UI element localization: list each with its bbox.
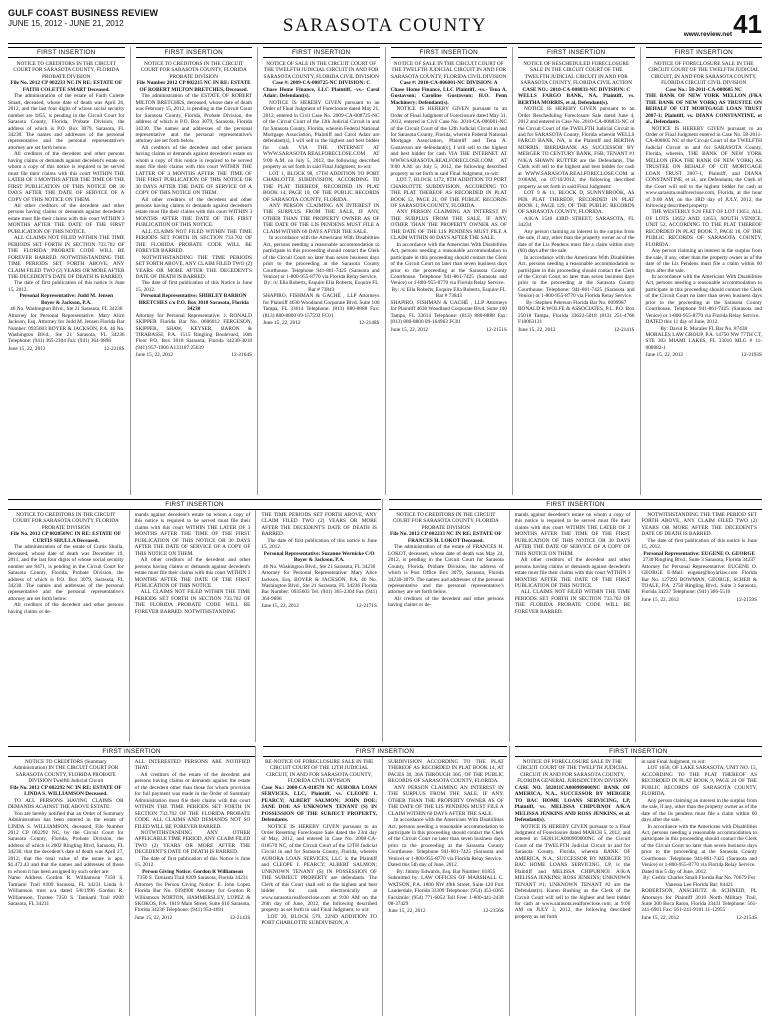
notice-paragraph: The date of first publication of this notice is June 15, 2012.	[8, 280, 125, 293]
notice-paragraph: Case No.: 58-2011-CA-008605 NC	[665, 86, 742, 93]
notice-paragraph: Personal Representative: EUGENE O. GEORGE	[643, 550, 755, 557]
notice-paragraph: LOT 20, BLOCK 579, 22ND ADDITION TO PORT CHARLOTTE SUBDIVISION, A	[261, 913, 378, 927]
notice-paragraph: SUBDIVISION ACCORDING TO THE PLAT THEREOF AS RECORDED IN PLAT BOOK 14, AT PAGES 30, 30A THROUGH 30G, OF THE PUBLIC RECORDS OF SARASOTA COUNTY, FLORIDA.	[388, 759, 504, 785]
notice-id: 12-2148S	[358, 320, 380, 327]
notice-paragraph: File Number 2012 CP 002215 NC IN RE: ESTATE OF ROBERT MILTON BRETCHES, Deceased.	[136, 80, 251, 93]
notice-body	[388, 759, 504, 907]
notice-body	[261, 759, 377, 927]
notice-paragraph: Any person claiming an interest in the surplus from the sale, if any, other than the property owner as of the date of the Lis Pendens must file a claim within sixty (60) days after the sale.	[518, 228, 635, 255]
notice-paragraph: SHAPIRO, FISHMAN & GACHÉ , LLP Attorneys for Plaintiff 4630 Woodland Corporate Blvd. Suite 100 Tampa, FL 33614 Telephone: (813) 880-8888 Fax: (813) 880-8800 09-157593 FC01	[263, 293, 380, 319]
notice-footer	[391, 327, 508, 333]
notice-paragraph: All creditors of the decedent and other persons having claims or demands against decedent's estate on whom a copy of this notice is required to be served must file their claims with this court WITHIN THE LATER OF 3 MONTHS AFTER THE TIME OF THE FIRST PUBLICATION OF THIS NOTICE OR 30 DAYS AFTER THE DATE OF SERVICE OF A COPY OF THIS NOTICE ON THEM.	[8, 151, 125, 203]
notice-paragraph: A/K/A 1540 43RD STREET, SARASOTA, FL 34234	[518, 215, 635, 229]
notice-paragraph: The administration of the estate of Faith Colette Smart, deceased, whose date of death was April 26, 2012, and the last four digits of whose social security number are 1855, is pending in the Circuit Court for Sarasota County, Florida, Probate Division, the address of which is P.O. Box 3079, Sarasota, FL 34230. The names and addresses of the personal representative and the personal representative's attorney are set forth below.	[8, 93, 125, 151]
legal-notice-column	[509, 499, 636, 742]
notice-body	[388, 512, 504, 609]
insertion-label: FIRST INSERTION	[389, 499, 762, 510]
notice-paragraph: Chase Home Finance, LLC Plaintiff, -vs.- Carol Adair; Defendant(s).	[263, 86, 380, 100]
insertion-label: FIRST INSERTION	[8, 47, 125, 58]
notice-body	[518, 61, 635, 326]
legal-notice-column	[8, 746, 129, 1016]
notice-paragraph: NOTICE IS HEREBY GIVEN pursuant to a Final Judgment of Foreclosure dated MARCH 5, 2012, and entered in 582011CA000909000NC of the Circuit Court of the TWELFTH Judicial Circuit in and for Sarasota County, Florida, wherein BANK OF AMERICA, N.A., SUCCESSOR BY MERGER TO BAC HOME LOANS SERVICING, LP, is the Plaintiff and MELISSA CHIPURNOI A/K/A MELISSA JENKINS; ROSS JENKINS; UNKNOWN TENANT #1; UNKNOWN TENANT #2 are the Defendant(s). Karen Rushing as the Clerk of the Circuit Court will sell to the highest and best bidder for cash at www.sarasota.realforeclose.com, at 9:00 AM on JULY 3, 2012, the following described property as set forth	[514, 823, 631, 920]
insertion-label: FIRST INSERTION	[136, 47, 253, 58]
notice-paragraph: ALL CLAIMS NOT FILED WITHIN THE TIME PERIODS SET FORTH IN SECTION 733.702 OF THE FLORIDA PROBATE CODE WILL BE FOREVER BARRED.	[135, 228, 252, 255]
notice-paragraph: By: Cedric Charles Small Florida Bar No. 70679 For Vanessa Lee Florida Bar: 84421	[643, 875, 756, 888]
legal-notice-column	[635, 499, 762, 742]
notice-paragraph: All other creditors of the decedent and other persons having claims or demands against decedent's estate must file their claims with this court WITHIN 3 MONTHS AFTER THE DATE OF THE FIRST PUBLICATION OF THIS NOTICE.	[134, 557, 251, 589]
notice-paragraph: Attorney for Personal Representative: Mary Alice Jackson, Esq. Attorney for Judd M. Jensen Florida Bar Number: 0935603 BOYER & JACKSON, P.A. 46 No. Washington Blvd., Ste 21 Sarasota, FL 34236 Telephone: (941) 365-2304 Fax: (941) 364-9896	[8, 312, 125, 345]
notice-paragraph: Case #: 2009-CA-008725-NC DIVISION: C	[272, 80, 371, 87]
notice-id: 12-2141S	[613, 326, 635, 333]
notice-paragraph: All creditors of the estate of the decedent and persons having claims or demands against the estate of the decedent other than those for whom provision for full payment was made in the Order of Summary Administration must file their claims with this court WITHIN THE TIME PERIODS SET FORTH IN SECTION 733.702 OF THE FLORIDA PROBATE CODE. ALL CLAIMS AND DEMANDS NOT SO FILED WILL BE FOREVER BARRED.	[134, 771, 251, 830]
notice-paragraph: NOTICE IS HEREBY GIVEN pursuant to an Order of Final Judgment of Foreclosure dated May 31, 2012, entered in Civil Case No. 2010-CA-006001-NC of the Circuit Court of the 12th Judicial Circuit in and for Sarasota County, Florida, wherein Federal National Mortgage Association, Plaintiff and Tena A. Gustavson are defendant(s), I will sell to the highest and best bidder for cash VIA THE INTERNET AT WWW.SARASOTA.REALFORECLOSE.COM AT 9:00 A.M. on July 5, 2012, the following described property as set forth in said Final Judgment, to-wit:	[390, 106, 507, 177]
publication-dates: June 15, 22, 2012	[261, 603, 299, 610]
publication-dates: June 15, 22, 2012	[134, 914, 173, 921]
notice-paragraph: mands against decedent's estate on whom a copy of this notice is required to be served must file their claims with this court WITHIN THE LATER OF 3 MONTHS AFTER THE TIME OF THE FIRST PUBLICATION OF THIS NOTICE OR 30 DAYS AFTER THE DATE OF SERVICE OF A COPY OF THIS NOTICE ON THEM.	[514, 512, 631, 557]
notice-paragraph: All other creditors of the decedent and other persons having claims or demands against decedent's estate must file their claims with this court WITHIN 3 MONTHS AFTER THE DATE OF THE FIRST PUBLICATION OF THIS NOTICE.	[514, 557, 631, 589]
legal-notice-column	[255, 499, 382, 742]
publication-dates: June 15, 22, 2012	[645, 352, 684, 359]
notice-paragraph: NOTWITHSTANDING THE TIME PERIODS SET FORTH ABOVE, ANY CLAIM FILED TWO (2) YEARS OR MORE AFTER THE DECEDENT'S DATE OF DEATH IS BARRED.	[135, 254, 252, 280]
legal-notice-column	[129, 746, 256, 1016]
notice-paragraph: In accordance with the Americans With Disabilities Act, persons needing a reasonable accommodation to participate in this proceeding should contact the Clerk of the Circuit Court no later than seven business days prior to the proceeding at the Sarasota County Courthouse. Telephone 941-861-7425 (Sarasota and Venice) or 1-800-955-8770 via Florida Relay Service.	[263, 235, 380, 280]
notice-paragraph: THE BANK OF NEW YORK MELLON (FKA THE BANK OF NEW YORK) AS TRUSTEE ON BEHALF OF CIT MORTGAGE LOAN TRUST 2007-1; Plaintiff, vs. DIANA CONSTANTINE, et al., Defendants.	[645, 93, 762, 126]
section-title: SARASOTA COUNTY	[282, 15, 488, 36]
notice-paragraph: THE WESTERLY 9.26 FEET OF LOT 13651, ALL OF LOTS 13652 AND 13653, SOUTH VENICE, UNIT 52, ACCORDING TO THE PLAT THEREOF RECORDED IN PLAT BOOK 7, PAGE 18, OF THE PUBLIC RECORDS OF SARASOTA COUNTY, FLORIDA.	[645, 209, 762, 248]
notice-body	[8, 759, 124, 907]
notice-paragraph: LOT 9 & 11, BLOCK D, SUNNYBROOK, AS PER PLAT THEREOF, RECORDED IN PLAT BOOK 1, PAGE 129, OF THE PUBLIC RECORDS OF SARASOTA COUNTY, FLORIDA.	[518, 190, 635, 216]
notice-footer	[135, 915, 251, 921]
notice-paragraph: 46 No. Washington Blvd., Ste 21 Sarasota, FL 34236	[10, 306, 123, 313]
notice-paragraph: The date of first publication of this notice is June 15, 2012.	[641, 537, 758, 551]
notice-paragraph: Submitted by: LAW OFFICES OF MARSHALL C. WATSON, P.A. 1800 NW 49th Street, Suite 120 Fort Lauderdale, Florida 33309 Telephone: (954) 453-0365 Facsimile: (954) 771-6052 Toll Free: 1-800-441-2438 08-37429	[388, 875, 504, 907]
notice-paragraph: ANY PERSON CLAIMING AN INTEREST IN THE SURPLUS FROM THE SALE, IF ANY, OTHER THAN THE PROPERTY OWNER AS OF THE DATE OF THE LIS PENDENS MUST FILE A CLAIM WITHIN 60 DAYS AFTER THE SALE.	[263, 202, 380, 235]
website-url[interactable]: www.review.net	[683, 31, 732, 38]
legal-notice-column	[8, 499, 129, 742]
legal-notice-column	[382, 746, 509, 1016]
notice-body	[391, 61, 508, 326]
notice-paragraph: You are hereby notified that an Order of Summary Administration has been entered in the estate of LINDA S. WILLIAMSON, deceased, File Number 2012 CP 002292 NC, by the Circuit Court for Sarasota County, Florida, Probate Division, the address of which is 2002 Ringling Blvd, Sarasota, FL 34236; that the decedent's date of death was April 27, 2012; that the total value of the estate is apx. $1,472.43 and that the names and addresses of those to whom it has been assigned by such order are:	[8, 810, 124, 875]
notice-paragraph: NOTICE OF FORECLOSURE SALE IN THE CIRCUIT COURT OF THE TWELFTH JUDICIAL CIRCUIT IN AND FOR SARASOTA COUNTY, FLORIDA GENERAL JURISDICTION DIVISION	[517, 759, 628, 785]
notice-footer	[263, 320, 380, 326]
notice-paragraph: All other creditors of the decedent and other persons having claims or demands against decedent's estate must file their claims with this court WITHIN 3 MONTHS AFTER THE DATE OF THE FIRST PUBLICATION OF THIS NOTICE.	[135, 196, 252, 229]
notice-paragraph: Any person claiming an interest in the surplus from the sale, if any, other than the property owner as of the date of the Lis Pendens must file a claim within 60 days after the sale.	[645, 248, 762, 274]
notice-body	[263, 61, 380, 319]
legal-notice-column	[509, 746, 636, 1016]
notice-paragraph: Case No.: 2008-CA-018570 NC AURORA LOAN SERVICES, LLC, Plaintiff, vs. CLEOPE I. PEARCY; ALBERT SALMON; JOHN DOE; JANE DOE AS UNKNOWN TENANT (S) IN POSSESSION OF THE SUBJECT PROPERTY, Defendants.	[261, 784, 378, 824]
notice-paragraph: RE-NOTICE OF FORECLOSURE SALE IN THE CIRCUIT COURT OF THE 12TH JUDICIAL CIRCUIT, IN AND FOR SARASOTA COUNTY, FLORIDA CIVIL DIVISION	[265, 759, 374, 785]
notice-paragraph: NOTICE TO CREDITORS IN THE CIRCUIT COURT FOR SARASOTA COUNTY, FLORIDA PROBATE DIVISION	[13, 61, 120, 80]
notice-paragraph: RONALD R WOLFE & ASSOCIATES, P.L. P.O. Box 25018 Tampa, Florida 33622-5018 (813) 251-4766 F10063131	[518, 306, 635, 326]
notice-paragraph: NOTICE OF FORECLOSURE SALE IN THE CIRCUIT COURT OF THE TWELFTH JUDICIAL CIRCUIT, IN AND FOR SARASOTA COUNTY, FLORIDA CIRCUIT CIVIL DIVISION	[648, 61, 760, 87]
notice-paragraph: NOTWITHSTANDING ANY OTHER APPLICABLE TIME PERIOD, ANY CLAIM FILED TWO (2) YEARS OR MORE AFTER THE DECEDENT'S DATE OF DEATH IS BARRED.	[134, 829, 251, 856]
legal-notice-column	[130, 47, 258, 495]
notice-paragraph: ALL INTERESTED PERSONS ARE NOTIFIED THAT:	[134, 759, 251, 772]
notice-paragraph: In accordance with the Americans with Disabilities Act, persons needing a reasonable accommodation to participate in this proceeding should contact the Clerk of the Circuit Court no later than seven business days prior to the proceeding at the Sarasota County Courthouse. Telephone 941-861-7425 (Sarasota and Venice) or 1-800-955-8770 via Florida Relay Service.	[641, 823, 758, 869]
notice-id: 12-2159S	[736, 596, 758, 603]
notice-paragraph: NOTICE OF SALE IN THE CIRCUIT COURT OF THE TWELFTH JUDICIAL CIRCUIT IN AND FOR SARASOTA COUNTY, FLORIDA CIVIL DIVISION	[263, 61, 379, 80]
notice-paragraph: Name Address Gordon R. Williamson 7350 S. Tamiami Trail #209 Sarasota, FL 34231 Linda S. Williamson trust n/a dated 5/8/1996 Gordon R. Williamson, Trustee 7350 S. Tamiami Trail #209 Sarasota, FL 34231	[8, 875, 124, 907]
notice-paragraph: File No. 2012 CP 002233 NC IN RE: ESTATE OF FAITH COLETTE SMART Deceased.	[10, 80, 123, 93]
publication-dates: June 15, 22, 2012	[518, 326, 556, 333]
newspaper-page	[8, 6, 762, 1018]
notice-paragraph: NOTICE IS HEREBY GIVEN pursuant to an Order or Final Judgment entered in Case No. 58-2011-CA-008605 NC of the Circuit Court of the TWELFTH Judicial Circuit in and for SARASOTA County, Florida, wherein, THE BANK OF NEW YORK MELLON (FKA THE BANK OF NEW YORK) AS TRUSTEE ON BEHALF OF CIT MORTGAGE LOAN TRUST 2007-1, Plaintiff, and DIANA CONSTANTINE, et al., are Defendants, the Clerk of the Court will sell to the highest bidder for cash at www.sarasota.realforeclose.com, Florida, at the hour of 9:00 AM, on the 3RD day of JULY, 2012, the following described property:	[645, 125, 762, 209]
notice-paragraph: WELLS FARGO BANK, NA, Plaintiff, vs. BERTHA MORRIS, et al, Defendant(s).	[518, 93, 635, 106]
notice-body	[136, 61, 253, 351]
insertion-label: FIRST INSERTION	[8, 499, 381, 510]
notice-paragraph: By: /s/ Ella Roberts, Esquire Ella Roberts, Esquire FL Bar # 73843	[264, 280, 379, 293]
legal-notice-column	[385, 47, 513, 495]
legal-notice-column	[640, 47, 763, 495]
notice-paragraph: Dated this 5th day of June, 2012.	[388, 862, 459, 869]
notice-footer	[8, 346, 125, 352]
notice-paragraph: The administration of the estate of FRANCES H. LOKOT, deceased, whose date of death was May 24, 2012, is pending in the Circuit Court for Sarasota County, Florida, Probate Division, the address of which is Post Office Box 3079, Sarasota, Florida 34230-3079. The names and addresses of the personal representative and the personal representative's attorney are set forth below.	[388, 544, 504, 596]
notice-body	[8, 61, 125, 345]
notice-paragraph: NOTICE TO CREDITORS (Summary Administration) IN THE CIRCUIT COURT FOR SARASOTA COUNTY, FLORIDA PROBATE DIVISION Twelfth Judicial Circuit	[13, 759, 119, 785]
masthead	[8, 6, 762, 44]
notice-id: 12-2218S	[103, 345, 125, 352]
notice-paragraph: By: Jimmy Edwards, Esq. Bar Number: 81855	[396, 868, 496, 875]
notice-paragraph: NOTICE IS HEREBY GIVEN pursuant to an Order Resetting Foreclosure Sale dated the 23rd day of May, 2012, and entered in Case No. 2008-CA-018570 NC, of the Circuit Court of the 12TH Judicial Circuit in and for Sarasota County, Florida, wherein AURORA LOAN SERVICES, LLC is the Plaintiff and CLEOPE I. PEARCY; ALBERT SALMON; UNKNOWN TENANT (S) IN POSSESSION OF THE SUBJECT PROPERTY are defendants. The Clerk of this Court shall sell to the highest and best bidder for cash electronically at www.sarasota.realforeclose.com at 9:00 AM on the 26th day of June, 2012, the following described property as set forth in said Final Judgment, to wit:	[261, 823, 378, 914]
publication-dates: June 15, 22, 2012	[641, 914, 679, 921]
notice-paragraph: Chase Home Finance, LLC Plaintiff, -vs.- Tena A. Gustavson; Caroline Gustavson; H.O. Penn Machinery; Defendant(s).	[390, 86, 507, 106]
notice-paragraph: mands against decedent's estate on whom a copy of this notice is required to be served must file their claims with this court WITHIN THE LATER OF 3 MONTHS AFTER THE TIME OF THE FIRST PUBLICATION OF THIS NOTICE OR 30 DAYS AFTER THE DATE OF SERVICE OF A COPY OF THIS NOTICE ON THEM.	[134, 512, 251, 557]
legal-notice-column	[382, 499, 509, 742]
notice-paragraph: Person Giving Notice: Gordon R Williamson	[142, 868, 243, 875]
notice-paragraph: In accordance with the Americans With Disabilities Act, persons needing a reasonable accommodation to participate in this proceeding should contact the Clerk of the Circuit Court no later than seven business days prior to the proceeding at the Sarasota County Courthouse. Telephone 941-861-7425 (Sarasota and Venice) or 1-800-955-8770 via Florida Relay Service.	[645, 273, 762, 319]
notice-footer	[388, 908, 504, 914]
notice-paragraph: Case #: 2010-CA-006001-NC DIVISION: A	[399, 80, 498, 87]
notice-paragraph: LOT 1, BLOCK 98, 17TH ADDITION TO PORT CHARLOTTE SUBDIVISION, ACCORDING TO THE PLAT THEREOF, RECORDED IN PLAT BOOK 14, PAGE 10, OF THE PUBLIC RECORDS OF SARASOTA COUNTY, FLORIDA.	[263, 170, 380, 203]
notice-paragraph: CASE NO.: 2010-CA-008833-NC DIVISION: C	[522, 86, 631, 93]
legal-notice-column	[8, 47, 130, 495]
notice-body	[641, 759, 757, 914]
notice-body	[135, 512, 251, 615]
notice-body	[515, 759, 631, 920]
notice-body	[8, 512, 124, 615]
issue-date-range: JUNE 15, 2012 - JUNE 21, 2012	[8, 19, 124, 28]
notice-paragraph: 7350 S. Tamiami Trail #209 Sarasota, Florida 34231	[136, 875, 249, 882]
notice-body	[261, 512, 377, 602]
notice-paragraph: NOTICE IS HEREBY GIVEN pursuant to an Order Rescheduling Foreclosure Sale dated June 4, 2012 and entered in Case No. 2010-CA-008833-NC of the Circuit Court of the TWELFTH Judicial Circuit in and for SARASOTA County, Florida wherein WELLS FARGO BANK, NA, is the Plaintiff and BERTHA MORRIS; IBERIABANK AS SUCCESSOR BY MERGER TO CENTURY BANK, FSB; TENANT #1 N/K/A SHAWN RUTTER are the Defendants, The Clerk will sell to the highest and best bidder for cash at WWW.SARASOTA.REALFORECLOSE.COM at 9:00AM, on 07/10/2012, the following described property as set forth in said Final Judgment:	[518, 106, 635, 190]
middle-notice-band	[8, 499, 762, 742]
notice-footer	[646, 352, 763, 358]
notice-id: 12-2143S	[229, 914, 251, 921]
notice-paragraph: NOTICE TO CREDITORS IN THE CIRCUIT COURT FOR SARASOTA COUNTY, FLORIDA PROBATE DIVISION	[140, 61, 247, 80]
notice-paragraph: ALL CLAIMS NOT FILED WITHIN THE TIME PERIODS SET FORTH IN SECTION 733.702 OF THE FLORIDA PROBATE CODE WILL BE FOREVER BARRED. NOTWITHSTANDING THE TIME PERIODS SET FORTH ABOVE, ANY CLAIM FILED TWO (2) YEARS OR MORE AFTER THE DECEDENT'S DATE OF DEATH IS BARRED.	[8, 235, 125, 280]
notice-paragraph: 46 No. Washington Blvd., Ste 21 Sarasota, FL 34236	[263, 563, 376, 570]
publication-dates: June 15, 22, 2012	[641, 596, 679, 603]
notice-paragraph: All creditors of the decedent and other persons having claims or de-	[388, 595, 504, 609]
notice-body	[641, 512, 757, 596]
notice-paragraph: CASE NO. 582011CA000909000NC BANK OF AMERICA, N.A., SUCCESSOR BY MERGER TO BAC HOME LOANS SERVICING, LP, Plaintiff, vs. MELISSA CHIPURNOI A/K/A MELISSA JENKINS AND ROSS JENKINS, et al. Defendant(s).	[514, 784, 631, 824]
notice-paragraph: ROBERTSON, ANSCHUTZ & SCHNEID, PL Attorneys for Plaintiff 3010 North Military Trail, Suite 300 Boca Raton, Florida 33431 Telephone: 561-241-6901 Fax: 561-241-9181 11-12955	[641, 888, 758, 914]
notice-paragraph: Attorney for Personal Representative: EUGENE O. GEORGE E-Mail: eugene@boyarlaw.com Florida Bar No. 127293 BOWMAN, GEORGE, SCHEB & TOALE, P.A. 2750 Ringling Blvd., Suite 3 Sarasota, Florida 34237 Telephone: (941) 366-5510	[641, 563, 758, 596]
notice-paragraph: SHAPIRO, FISHMAN & GACHÉ , LLP Attorneys for Plaintiff 4630 Woodland Corporate Blvd. Suite 100 Tampa, FL 33614 Telephone: (813) 880-8888 Fax: (813) 880-8800 09-164963 FC01	[390, 299, 507, 326]
notice-paragraph: The date of first publication of this notice is June 15, 2012.	[261, 537, 378, 551]
notice-paragraph: ANY PERSON CLAIMING AN INTEREST IN THE SURPLUS FROM THE SALE, IF ANY, OTHER THAN THE PROPERTY OWNER AS OF THE DATE OF THE LIS PENDENS MUST FILE A CLAIM WITHIN 60 DAYS AFTER THE SALE.	[388, 784, 504, 817]
notice-footer	[518, 327, 635, 333]
notice-paragraph: NOTICE OF RESCHEDULED FORECLOSURE SALE IN THE CIRCUIT COURT OF THE TWELFTH JUDICIAL CIRCUIT IN AND FOR SARASOTA COUNTY, FLORIDA CIVIL ACTION	[520, 61, 633, 87]
notice-paragraph: LOT 1658, OF LAKE SARASOTA, UNIT NO. 15, ACCORDING TO THE PLAT THEREOF AS RECORDED IN PLAT BOOK 9, PAGE 24 OF THE PUBLIC RECORDS OF SARASOTA COUNTY, FLORIDA.	[641, 765, 758, 798]
notice-paragraph: The administration of the ESTATE OF ROBERT MILTON BRETCHES, deceased, whose date of death was February 15, 2012, is pending in the Circuit Court for Sarasota County, Florida, Probate Division, the address of which is P.O. Box 3079, Sarasota, Florida 34230. The names and addresses of the personal representative and the personal representative's attorney are set forth below.	[135, 93, 252, 145]
notice-paragraph: in said Final Judgment, to wit:	[641, 759, 706, 765]
legal-notice-column	[255, 746, 382, 1016]
notice-paragraph: Personal Representative: Judd M. Jensen	[19, 293, 114, 300]
notice-paragraph: ALL CLAIMS NOT FILED WITHIN THE TIME PERIODS SET FORTH IN SECTION 733.702 OF THE FLORIDA PROBATE CODE WILL BE FOREVER BARRED.	[514, 589, 631, 615]
notice-paragraph: All other creditors of the decedent and other persons having claims or demands against decedent's estate must file their claims with this court WITHIN 3 MONTHS AFTER THE DATE OF THE FIRST PUBLICATION OF THIS NOTICE.	[8, 202, 125, 235]
notice-paragraph: Dated this 5 day of June, 2012.	[641, 868, 708, 875]
notice-id: 12-2171S	[356, 603, 378, 610]
notice-paragraph: NOTICE OF SALE IN THE CIRCUIT COURT OF THE TWELFTH JUDICIAL CIRCUIT IN AND FOR SARASOTA COUNTY, FLORIDA CIVIL DIVISION	[391, 61, 507, 80]
notice-paragraph: All creditors of the decedent and other persons having claims or de-	[8, 602, 124, 615]
insertion-label: FIRST INSERTION	[263, 47, 380, 58]
notice-body	[646, 61, 763, 351]
notice-id: 12-2193S	[741, 352, 762, 359]
notice-paragraph: DATED this 11 day of June, 2012.	[645, 319, 719, 326]
insertion-label: FIRST INSERTION	[8, 746, 255, 757]
notice-footer	[136, 352, 253, 358]
insertion-label: FIRST INSERTION	[391, 47, 508, 58]
notice-paragraph: TO ALL PERSONS HAVING CLAIMS OR DEMANDS AGAINST THE ABOVE ESTATE:	[8, 797, 124, 811]
notice-paragraph: Attorney for Personal Representative: Mary Alice Jackson, Esq. BOYER & JACKSON, P.A. 46 No. Washington Blvd., Ste 21 Sarasota, FL 34236 Florida Bar Number: 0935603 Tel. (941) 365-2304 Fax (941) 364-9896	[261, 570, 378, 602]
notice-paragraph: The date of first publication of this Notice is June 15, 2012.	[134, 855, 251, 869]
notice-paragraph: By: Stephen Peterson Florida Bar No. 0099987	[526, 299, 627, 306]
notice-id: 12-2151S	[486, 326, 507, 333]
publication-dates: June 15, 22, 2012	[263, 320, 301, 327]
publication-dates: June 15, 22, 2012	[8, 345, 46, 352]
notice-footer	[641, 915, 757, 921]
notice-paragraph: Any person claiming an interest in the surplus from the sale, if any, other than the property owner as of the date of the lis pendens must file a claim within 60 days after the sale.	[641, 797, 758, 824]
notice-paragraph: ALL CLAIMS NOT FILED WITHIN THE TIME PERIODS SET FORTH IN SECTION 733.702 OF THE FLORIDA PROBATE CODE WILL BE FOREVER BARRED. NOTWITHSTANDING	[134, 589, 251, 615]
top-notice-band	[8, 47, 762, 495]
notice-paragraph: THE TIME PERIODS SET FORTH ABOVE, ANY CLAIM FILED TWO (2) YEARS OR MORE AFTER THE DECEDENT'S DATE OF DEATH IS BARRED.	[261, 512, 378, 538]
notice-paragraph: All creditors of the decedent and other persons having claims or demands against decedent's estate on whom a copy of this notice is required to be served must file their claims with this court WITHIN THE LATTER OF 3 MONTHS AFTER THE TIME OF THE FIRST PUBLICATION OF THIS NOTICE OR 30 DAYS AFTER THE DATE OF SERVICE OF A COPY OF THIS NOTICE ON THEM.	[135, 144, 252, 197]
legal-notice-column	[257, 47, 385, 495]
notice-paragraph: In accordance with the Americans With Disabilities Act, persons needing a reasonable accommodation to participate in this proceeding should contact the Clerk of the Circuit Court no later than seven business days prior to the proceeding at the Sarasota County Courthouse. Telephone: 941-861-7425 (Sarasota and Venice) or 1-800-955-8770 via Florida Relay Service.	[518, 254, 635, 300]
insertion-label: FIRST INSERTION	[515, 746, 762, 757]
notice-paragraph: The date of first publication of this Notice is June 15, 2012.	[135, 280, 252, 293]
publication-dates: June 15, 22, 2012	[135, 352, 174, 359]
notice-paragraph: NOTWITHSTANDING THE TIME PERIOD SET FORTH ABOVE, ANY CLAIM FILED TWO (2) YEARS OR MORE AFTER THE DECEDENT'S DATE OF DEATH IS BARRED.	[641, 512, 758, 538]
publication-dates: June 15, 22, 2012	[390, 326, 429, 333]
notice-paragraph: NOTICE TO CREDITORS IN THE CIRCUIT COURT FOR SARASOTA COUNTY, FLORIDA PROBATE DIVISION	[392, 512, 499, 531]
notice-paragraph: File No. 2012 CP 002292 NC IN RE: ESTATE OF LINDA S. WILLIAMSON Deceased.	[10, 784, 122, 798]
notice-body	[135, 759, 251, 914]
bottom-notice-band	[8, 746, 762, 1016]
notice-paragraph: By: /s/ Ella Roberts, Esquire Ella Roberts, Esquire FL Bar # 73843	[391, 286, 506, 300]
notice-paragraph: In accordance with the Americans With Disabilities Act, persons needing a reasonable accommodation to participate in this proceeding should contact the Clerk of the Circuit Court no later than seven business days prior to the proceeding at the Sarasota County Courthouse. Telephone 941-861-7425 (Sarasota and Venice) or 1-800-955-8770 via Florida Relay Service.	[390, 241, 507, 287]
publication-dates: June 15, 22, 2012	[388, 908, 426, 915]
notice-id: 12-2164S	[231, 352, 252, 359]
notice-paragraph: Personal Representative: Suzanne Wernicke C/O Boyer & Jackson, P.A.	[263, 550, 375, 564]
notice-footer	[641, 597, 757, 603]
notice-id: 12-2154S	[736, 914, 758, 921]
notice-paragraph: LOT 7, BLOCK 1172, 8TH ADDITION TO PORT CHARLOTTE SUBDIVISION, ACCORDING TO THE PLAT THEREOF AS RECORDED IN PLAT BOOK 12, PAGE 21, OF THE PUBLIC RECORDS OF SARASOTA COUNTY, FLORIDA.	[390, 177, 507, 209]
legal-notice-column	[512, 47, 640, 495]
insertion-label: FIRST INSERTION	[263, 746, 506, 757]
notice-paragraph: File No. 2012 CP 002050NC IN RE: ESTATE OF CURTIS SHULLA Deceased.	[10, 531, 121, 544]
notice-paragraph: NOTICE IS HEREBY GIVEN pursuant to an Order of Final Judgment of Foreclosure dated May 21, 2012, entered in Civil Case No. 2009-CA-008725-NC of the Circuit Court of the 12th Judicial Circuit in and for Sarasota County, Florida, wherein Federal National Mortgage Association, Plaintiff and Carol Adair are defendant(s), I will sell to the highest and best bidder for cash VIA THE INTERNET AT WWW.SARASOTA.REALFORECLOSE.COM AT 9:00 A.M. on July 5, 2012, the following described property as set forth in said Final Judgment, to-wit:	[263, 99, 380, 171]
page-number: 41	[733, 9, 762, 39]
notice-paragraph: Personal Representative: SHIRLEY BARRON BRETCHES c/o P.O. Box 3018 Sarasota, Florida 34230	[138, 293, 249, 313]
insertion-label: FIRST INSERTION	[518, 47, 635, 58]
insertion-label: FIRST INSERTION	[646, 47, 763, 58]
notice-paragraph: Attorney for Personal Representative: J. RONALD SKIPPER Florida Bar No. 0606812 FERGESON, SKIPPER, SHAW, KEYSER, BARON & TIRABASSI, P.A. 1515 Ringling Boulevard, 10th Floor P.O. Box 3018 Sarasota, Florida 34230-3018 (941) 957-1900 A131187.25639	[135, 312, 252, 351]
notice-paragraph: MORALES LAW GROUP, P.A. 14750 NW 77TH CT, STE 303 MIAMI LAKES, FL 33016 MLG # 11-000082-1	[645, 332, 762, 351]
notice-id: 12-2156S	[483, 908, 504, 915]
notice-paragraph: Boyer & Jackson, P.A.	[40, 299, 92, 306]
notice-paragraph: ANY PERSON CLAIMING AN INTEREST IN THE SURPLUS FROM THE SALE, IF ANY, OTHER THAN THE PROPERTY OWNER AS OF THE DATE OF THE LIS PENDENS MUST FILE A CLAIM WITHIN 60 DAYS AFTER THE SALE.	[390, 209, 507, 242]
notice-paragraph: The administration of the estate of Curtis Shulla, deceased, whose date of death was December 19, 2011, and the last four digits of whose social security number are 8471, is pending in the Circuit Court for Sarasota County, Florida, Probate Division, the address of which is P.O. Box 3079, Sarasota, FL 34230. The names and addresses of the personal representative and the personal representative's attorney are set forth below.	[8, 544, 124, 602]
publication-name: GULF COAST BUSINESS REVIEW	[8, 8, 159, 18]
legal-notice-column	[129, 499, 256, 742]
legal-notice-column	[635, 746, 762, 1016]
notice-footer	[261, 603, 377, 609]
notice-paragraph: 2730 Ringling Blvd., Suite 3 Sarasota, Florida 34237	[642, 557, 756, 564]
notice-body	[515, 512, 631, 615]
notice-paragraph: Attorney for Person Giving Notice: E. John Lopez Florida Bar No. 0394900 Attorney for Gordon R Williamson NORTON, HAMMERSLEY, LOPEZ & SKOKOS, P.A. 1819 Main Street, Suite 610 Sarasota, Florida 34236 Telephone: (941) 954-4691	[134, 881, 251, 914]
notice-paragraph: NOTICE TO CREDITORS IN THE CIRCUIT COURT FOR SARASOTA COUNTY, FLORIDA PROBATE DIVISION	[12, 512, 119, 531]
notice-paragraph: In accordance with the Americans With Disabilities Act, persons needing a reasonable accommodation to participate in this proceeding should contact the Clerk of the Circuit Court no later than seven business days prior to the proceeding at the Sarasota County Courthouse. Telephone 941-861-7425 (Sarasota and Venice) or 1-800-955-8770 via Florida Relay Service.	[388, 817, 504, 862]
notice-paragraph: By: David R. Morales FL Bar No. 87438	[660, 325, 748, 332]
notice-paragraph: File No. 2012 CP 002233 NC IN RE: ESTATE OF FRANCES H. LOKOT Deceased.	[390, 531, 502, 544]
